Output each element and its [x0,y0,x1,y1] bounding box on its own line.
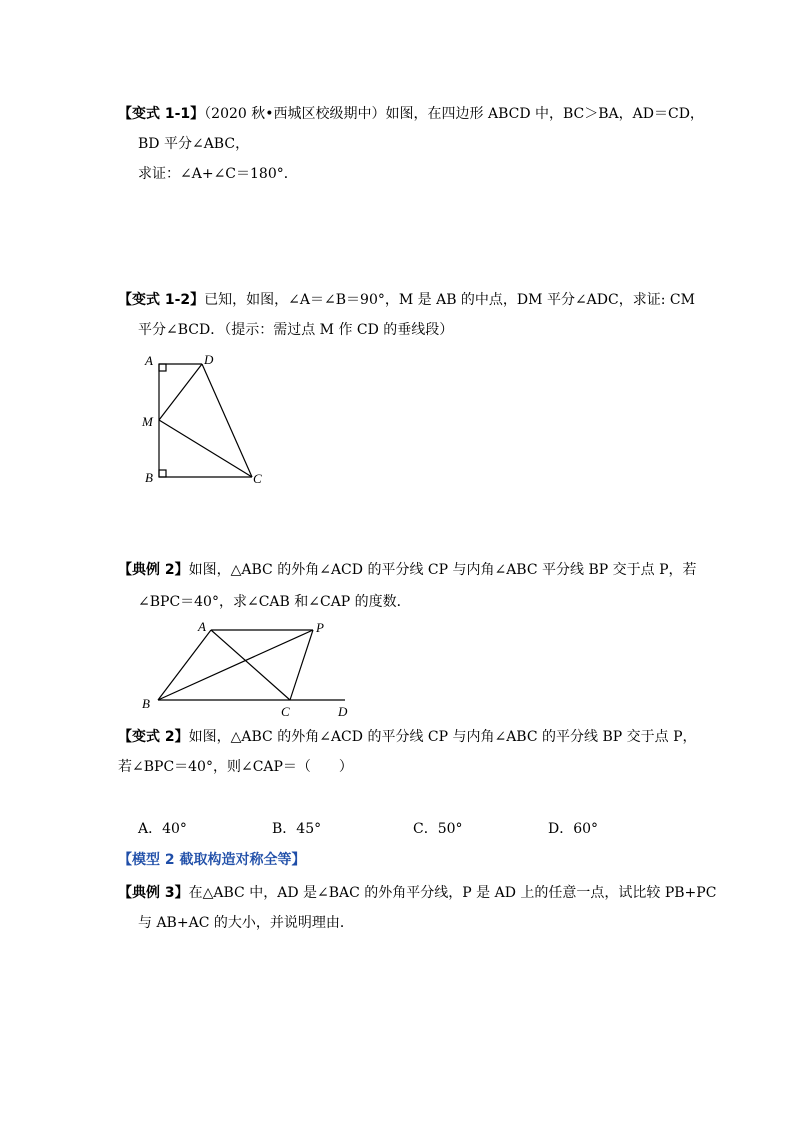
problem-v12-line2: 平分∠BCD．（提示：需过点 M 作 CD 的垂线段） [138,322,454,338]
problem-ex2-line2: ∠BPC＝40°，求∠CAB 和∠CAP 的度数． [138,594,411,610]
problem-tag: 【变式 1-2】 [118,292,205,308]
problem-tag: 【变式 1-1】 [118,106,205,122]
point-label-c: C [253,471,262,486]
choice-d: D．60° [548,821,599,837]
problem-v11-line1 [118,105,704,123]
problem-v11-line3: 求证：∠A+∠C＝180°． [138,166,298,182]
problem-text: 已知，如图，∠A＝∠B＝90°，M 是 AB 的中点，DM 平分∠ADC，求证: CM [204,292,695,308]
choice-a: A．40° [138,821,187,837]
problem-text: （2020 秋•西城区校级期中）如图，在四边形 ABCD 中，BC＞BA，AD＝CD， [204,106,704,122]
problem-ex3-line2: 与 AB+AC 的大小，并说明理由． [138,915,354,931]
choice-c: C．50° [413,821,463,837]
point-label-a: A [145,353,153,368]
point-label-m: M [142,414,153,429]
point-label-a: A [198,619,206,634]
problem-text: 如图，△ABC 的外角∠ACD 的平分线 CP 与内角∠ABC 的平分线 BP 交于点 P， [188,729,697,745]
point-label-b: B [145,470,153,485]
point-label-p: P [316,620,324,635]
problem-v12-line1 [118,291,695,309]
point-label-c: C [281,704,290,719]
problem-text: 如图，△ABC 的外角∠ACD 的平分线 CP 与内角∠ABC 平分线 BP 交于点 P，若 [188,562,697,578]
problem-v11-line2: BD 平分∠ABC， [138,136,250,152]
problem-v2-line2: 若∠BPC＝40°，则∠CAP＝（ ） [118,759,353,775]
problem-text: 在△ABC 中，AD 是∠BAC 的外角平分线，P 是 AD 上的任意一点，试比较 PB+PC [188,885,717,901]
choice-b: B．45° [272,821,322,837]
problem-ex2-line1 [118,561,697,579]
section-heading: 【模型 2 截取构造对称全等】 [118,852,306,868]
problem-tag: 【变式 2】 [118,729,189,745]
point-label-d: D [204,352,214,367]
point-label-b: B [142,696,150,711]
problem-tag: 【典例 3】 [118,885,189,901]
problem-tag: 【典例 2】 [118,562,189,578]
point-label-d: D [338,704,348,719]
problem-v2-line1 [118,728,697,746]
problem-ex3-line1 [118,884,716,902]
